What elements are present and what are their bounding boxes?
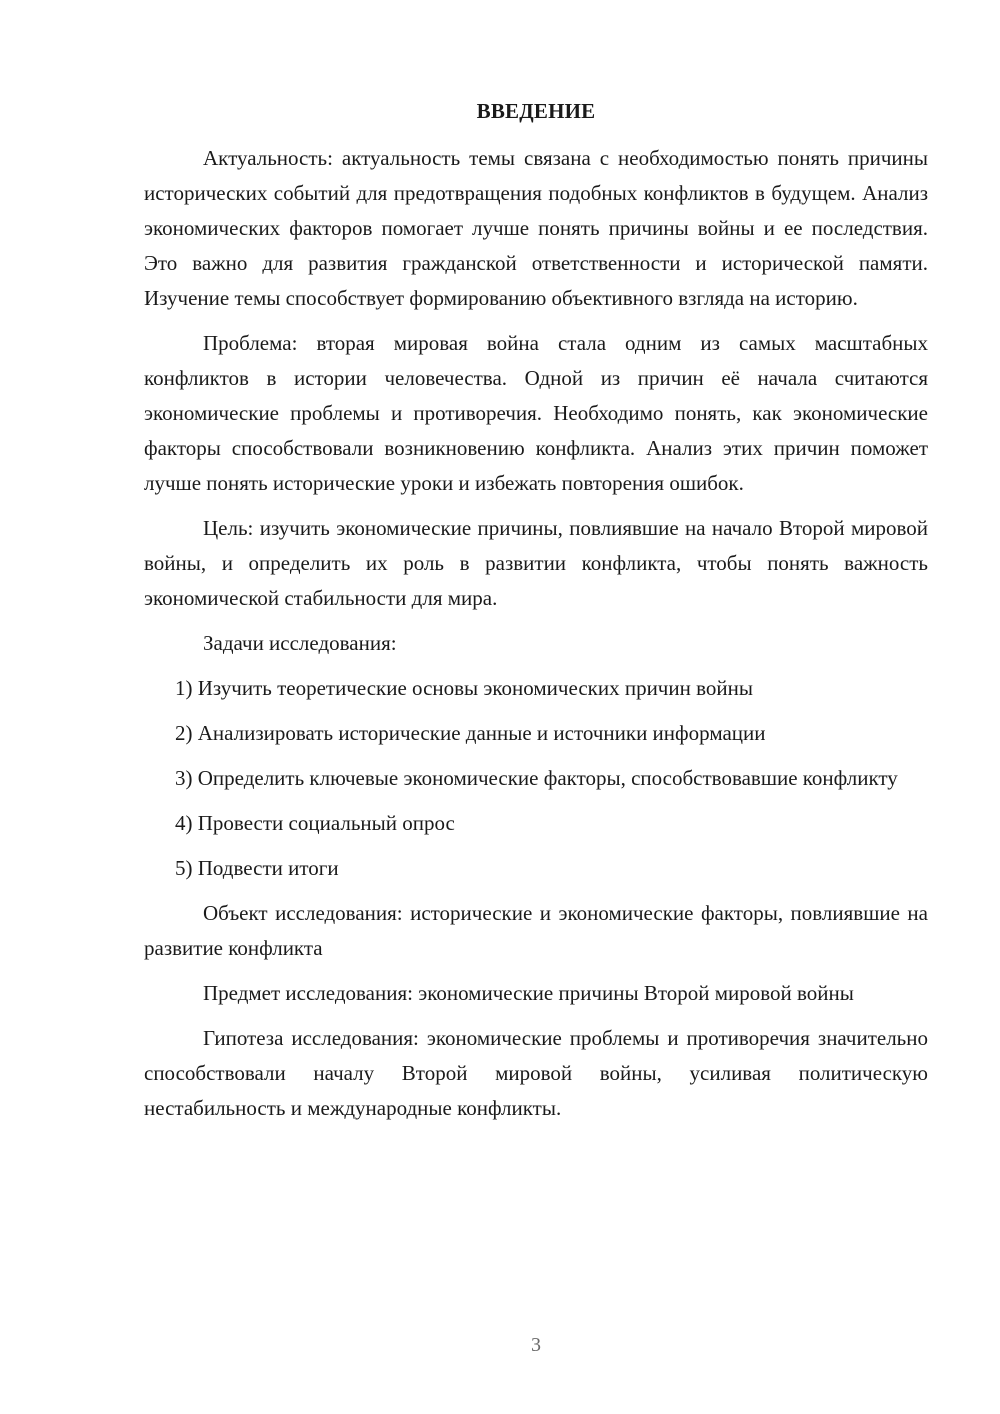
- paragraph-tasks-heading: Задачи исследования:: [203, 631, 397, 655]
- document-page: [144, 94, 928, 1136]
- paragraph-object: Объект исследования: исторические и экономические факторы, повлиявшие на развитие конфликта: [144, 901, 928, 960]
- list-item: 3) Определить ключевые экономические факторы, способствовавшие конфликту: [175, 766, 898, 790]
- paragraph-goal: Цель: изучить экономические причины, повлиявшие на начало Второй мировой войны, и определить их роль в развитии конфликта, чтобы понять важность экономической стабильности для мира.: [144, 516, 928, 610]
- list-item: 1) Изучить теоретические основы экономических причин войны: [175, 676, 753, 700]
- page-number: 3: [531, 1334, 541, 1356]
- paragraph-hypothesis: Гипотеза исследования: экономические проблемы и противоречия значительно способствовали началу Второй мировой войны, усиливая политическую нестабильность и международные конфликты.: [144, 1026, 928, 1120]
- paragraph-problem: Проблема: вторая мировая война стала одним из самых масштабных конфликтов в истории человечества. Одной из причин её начала считаются экономические проблемы и противоречия. Необходимо понять, как экономические факторы способствовали возникновению конфликта. Анализ этих причин поможет лучше понять исторические уроки и избежать повторения ошибок.: [144, 331, 928, 495]
- list-item: 5) Подвести итоги: [175, 856, 339, 880]
- section-title: ВВЕДЕНИЕ: [476, 99, 596, 123]
- paragraph-subject: Предмет исследования: экономические причины Второй мировой войны: [203, 981, 854, 1005]
- list-item: 4) Провести социальный опрос: [175, 811, 455, 835]
- list-item: 2) Анализировать исторические данные и источники информации: [175, 721, 766, 745]
- paragraph-relevance: Актуальность: актуальность темы связана с необходимостью понять причины исторических событий для предотвращения подобных конфликтов в будущем. Анализ экономических факторов помогает лучше понять причины войны и ее последствия. Это важно для развития гражданской ответственности и исторической памяти. Изучение темы способствует формированию объективного взгляда на историю.: [144, 146, 928, 310]
- tasks-list: [144, 671, 928, 886]
